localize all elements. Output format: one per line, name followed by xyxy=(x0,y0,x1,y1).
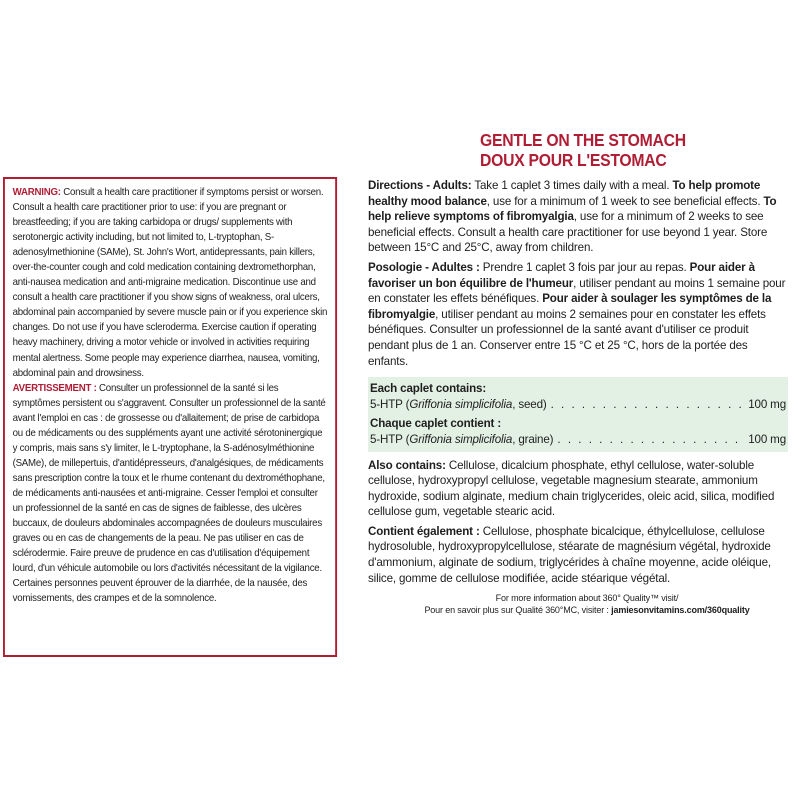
ingredient-row-en xyxy=(370,397,786,413)
ingredient-box xyxy=(368,377,788,451)
posologie-humeur: Pour aider à favoriser un bon équilibre de l'humeur xyxy=(368,260,755,290)
posologie-label: Posologie - Adultes : xyxy=(368,260,480,274)
ingredient-row-fr xyxy=(370,432,786,448)
posologie-fibromyalgie: Pour aider à soulager les symptômes de la fibromyalgie xyxy=(368,292,772,321)
warning-panel xyxy=(3,177,337,657)
warning-fr xyxy=(13,381,328,607)
directions-fibromyalgia: To help relieve symptoms of fibromyalgia xyxy=(368,194,777,224)
directions-panel xyxy=(368,130,788,616)
footer xyxy=(386,592,788,616)
directions-label: Directions - Adults: xyxy=(368,179,472,192)
posologie-fr xyxy=(368,260,788,369)
footer-url[interactable]: jamiesonvitamins.com/360quality xyxy=(611,605,750,616)
posologie-text-2: , utiliser pendant au moins 1 semaine pour en constater les effets bénéfiques. xyxy=(368,276,786,306)
ingredient-heading-fr: Chaque caplet contient : xyxy=(370,417,502,431)
ingredient-amount-fr: 100 mg xyxy=(748,432,786,446)
posologie-text-1: Prendre 1 caplet 3 fois par jour au repas. xyxy=(479,260,690,274)
also-contains-text: Cellulose, dicalcium phosphate, ethyl cellulose, water-soluble cellulose, hydroxypropyl cellulose, vegetable magnesium stearate, ammonium hydroxide, sodium alginate, medium chain triglycerides, oleic acid, silica, modified cellulose gum, vegetable stearic acid. xyxy=(368,458,775,519)
headline-fr: DOUX POUR L'ESTOMAC xyxy=(480,150,667,170)
headline-en: GENTLE ON THE STOMACH xyxy=(480,130,686,150)
ingredient-name-fr: 5-HTP (Griffonia simplicifolia, graine) xyxy=(370,432,554,446)
leader-dots xyxy=(557,432,744,448)
avertissement-text: Consulter un professionnel de la santé si les symptômes persistent ou s'aggravent. Consulter un professionnel de la santé avant l'emploi en cas : de grossesse ou d'allaitement; de prise de carbidopa ou de médicaments ou des suppléments ayant une activité sérotoninergique y compris, mais sans s'y limiter, le L-tryptophane, la S-adénosylméthionine (SAMe), de millepertuis, d'antidépresseurs, d'analgésiques, de médicaments sans prescription contre la toux et le rhume contenant du dextrométhophane, de médicaments anti-nausées et anti-migraine. Cesser l'emploi et consulter un professionnel de la santé en cas de signes de faiblesse, des ulcères buccaux, de douleurs abdominales accompagnées de douleurs musculaires graves ou en cas de changements de la peau. Ne pas utiliser en cas de sclérodermie. Faire preuve de prudence en cas d'utilisation d'équipement lourd, d'un véhicule automobile ou lors d'activités nécessitant de la vigilance. Certaines personnes peuvent éprouver de la diarrhée, de la nausée, des vomissements, des crampes et de la somnolence. xyxy=(12,382,326,605)
contient-label: Contient également : xyxy=(368,524,480,538)
warning-text: Consult a health care practitioner if symptoms persist or worsen. Consult a health care practitioner prior to use: if you are pregnant or breastfeeding; if you are taking carbidopa or drugs/ supplements with serotonergic activity including, but not limited to, L-tryptophan, S-adenosylmethionine (SAMe), St. John's Wort, antidepressants, pain killers, over-the-counter cough and cold medication containing dextromethorphan, anti-nausea medication and anti-migraine medication. Discontinue use and consult a health care practitioner if you show signs of weakness, oral ulcers, abdominal pain accompanied by severe muscle pain or if you experience skin changes. Do not use if you have scleroderma. Exercise caution if operating heavy machinery, driving a motor vehicle or involved in activities requiring mental alertness. Some people may experience diarrhea, nausea, vomiting, abdominal pain and drowsiness. xyxy=(12,187,328,379)
also-contains-label: Also contains: xyxy=(368,458,446,472)
footer-line-en: For more information about 360° Quality™ visit/ xyxy=(495,593,679,604)
also-contains xyxy=(368,458,788,520)
ingredient-amount-en: 100 mg xyxy=(748,397,786,411)
directions-text-3: , use for a minimum of 2 weeks to see beneficial effects. Consult a health care practitioner for use beyond 1 year. Store between 15°C and 25°C, away from children. xyxy=(368,210,768,255)
contient-text: Cellulose, phosphate bicalcique, éthylcellulose, cellulose hydrosoluble, hydroxypropylcellulose, stéarate de magnésium végétal, hydroxide d'ammonium, alginate de sodium, triglycérides à chaîne moyenne, acide oléique, silice, gomme de cellulose modifiée, acide stéarique végétal. xyxy=(368,524,771,585)
directions-text-2: , use for a minimum of 1 week to see beneficial effects. xyxy=(486,194,764,208)
ingredient-name-en: 5-HTP (Griffonia simplicifolia, seed) xyxy=(370,397,547,411)
warning-label: WARNING: xyxy=(12,187,61,198)
avertissement-label: AVERTISSEMENT : xyxy=(12,382,97,394)
directions-en xyxy=(368,178,788,256)
directions-mood: To help promote healthy mood balance xyxy=(368,179,761,208)
posologie-text-3: , utiliser pendant au moins 2 semaines pour en constater les effets bénéfiques. Consulter un professionnel de la santé avant d'utiliser ce produit pendant plus de 1 an. Conserver entre 15 °C et 25 °C, hors de la portée des enfants. xyxy=(368,307,766,368)
leader-dots xyxy=(551,397,745,413)
warning-en xyxy=(13,185,328,381)
headline xyxy=(480,130,757,170)
contient-egalement xyxy=(368,524,788,586)
directions-text-1: Take 1 caplet 3 times daily with a meal. xyxy=(471,179,673,192)
footer-line-fr: Pour en savoir plus sur Qualité 360°MC, visiter : jamiesonvitamins.com/360quality xyxy=(424,605,750,616)
ingredient-heading-en: Each caplet contains: xyxy=(370,382,487,396)
